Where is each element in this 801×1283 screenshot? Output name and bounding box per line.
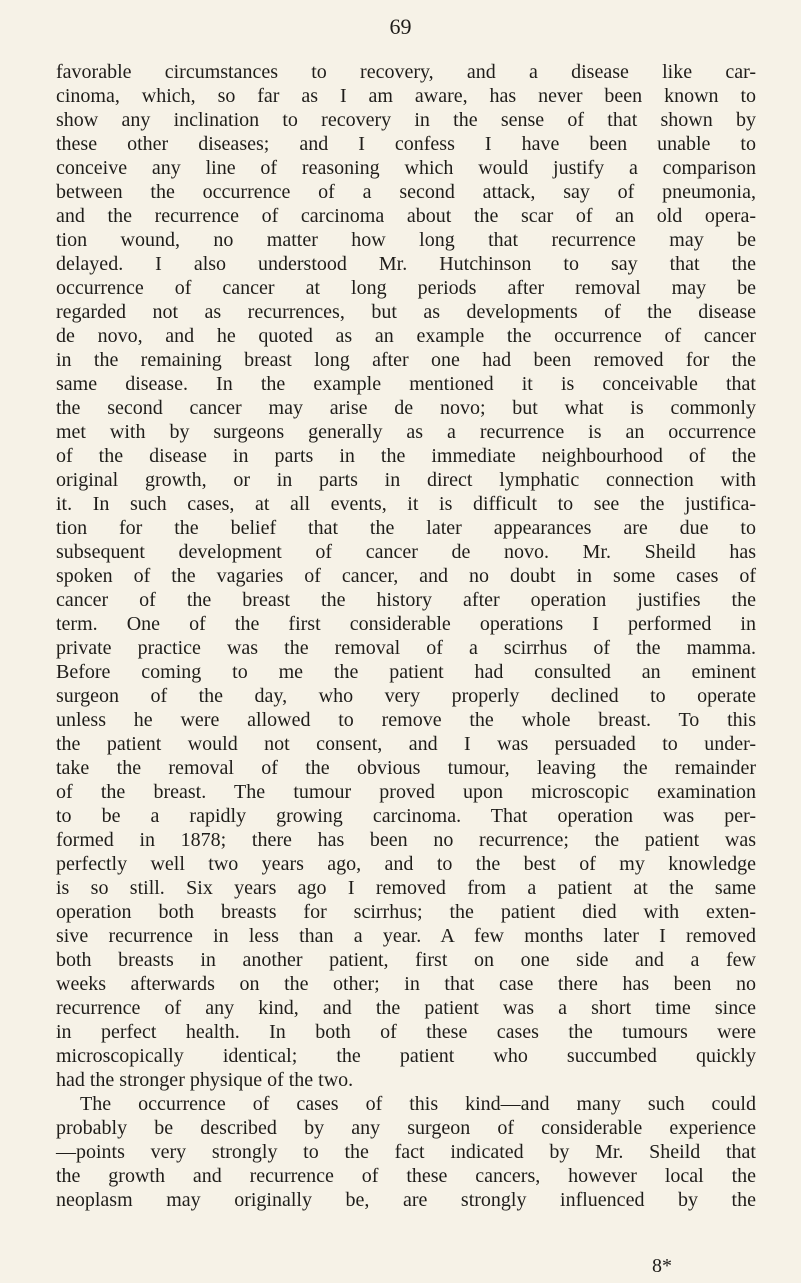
text-line: these other diseases; and I confess I have been unable to — [56, 133, 756, 155]
text-line: microscopically identical; the patient who succumbed quickly — [56, 1045, 756, 1067]
text-line: in the remaining breast long after one had been removed for the — [56, 349, 756, 371]
text-line: unless he were allowed to remove the whole breast. To this — [56, 709, 756, 731]
text-line: the second cancer may arise de novo; but what is commonly — [56, 397, 756, 419]
text-line: term. One of the first considerable operations I performed in — [56, 613, 756, 635]
text-line: show any inclination to recovery in the sense of that shown by — [56, 109, 756, 131]
text-line: spoken of the vagaries of cancer, and no doubt in some cases of — [56, 565, 756, 587]
text-line: private practice was the removal of a scirrhus of the mamma. — [56, 637, 756, 659]
text-line: neoplasm may originally be, are strongly influenced by the — [56, 1189, 756, 1211]
text-line: cinoma, which, so far as I am aware, has never been known to — [56, 85, 756, 107]
page-number: 69 — [389, 14, 412, 39]
text-line: sive recurrence in less than a year. A few months later I removed — [56, 925, 756, 947]
text-line: same disease. In the example mentioned it is conceivable that — [56, 373, 756, 395]
text-line: tion for the belief that the later appearances are due to — [56, 517, 756, 539]
text-line: regarded not as recurrences, but as developments of the disease — [56, 301, 756, 323]
text-line: the growth and recurrence of these cancers, however local the — [56, 1165, 756, 1187]
text-line: to be a rapidly growing carcinoma. That operation was per- — [56, 805, 756, 827]
text-line: is so still. Six years ago I removed from a patient at the same — [56, 877, 756, 899]
text-line: weeks afterwards on the other; in that case there has been no — [56, 973, 756, 995]
text-line: and the recurrence of carcinoma about the scar of an old opera- — [56, 205, 756, 227]
signature-mark: 8* — [652, 1255, 672, 1277]
text-line: Before coming to me the patient had consulted an eminent — [56, 661, 756, 683]
text-line: occurrence of cancer at long periods after removal may be — [56, 277, 756, 299]
text-line: the patient would not consent, and I was persuaded to under- — [56, 733, 756, 755]
text-line: original growth, or in parts in direct lymphatic connection with — [56, 469, 756, 491]
text-line: perfectly well two years ago, and to the best of my knowledge — [56, 853, 756, 875]
text-line: it. In such cases, at all events, it is difficult to see the justifica- — [56, 493, 756, 515]
text-line: favorable circumstances to recovery, and a disease like car- — [56, 61, 756, 83]
text-line: —points very strongly to the fact indicated by Mr. Sheild that — [56, 1141, 756, 1163]
text-line: both breasts in another patient, first on one side and a few — [56, 949, 756, 971]
text-line: formed in 1878; there has been no recurrence; the patient was — [56, 829, 756, 851]
text-line: subsequent development of cancer de novo. Mr. Sheild has — [56, 541, 756, 563]
text-line: cancer of the breast the history after operation justifies the — [56, 589, 756, 611]
text-line: de novo, and he quoted as an example the occurrence of cancer — [56, 325, 756, 347]
text-line: probably be described by any surgeon of considerable experience — [56, 1117, 756, 1139]
text-line: conceive any line of reasoning which would justify a comparison — [56, 157, 756, 179]
text-line: in perfect health. In both of these cases the tumours were — [56, 1021, 756, 1043]
text-line: surgeon of the day, who very properly declined to operate — [56, 685, 756, 707]
text-line: recurrence of any kind, and the patient was a short time since — [56, 997, 756, 1019]
body-text — [56, 60, 756, 1212]
text-line: of the breast. The tumour proved upon microscopic examination — [56, 781, 756, 803]
text-line: delayed. I also understood Mr. Hutchinson to say that the — [56, 253, 756, 275]
text-line: tion wound, no matter how long that recurrence may be — [56, 229, 756, 251]
text-line: take the removal of the obvious tumour, leaving the remainder — [56, 757, 756, 779]
text-line: The occurrence of cases of this kind—and many such could — [80, 1093, 756, 1115]
text-line: met with by surgeons generally as a recurrence is an occurrence — [56, 421, 756, 443]
text-line: of the disease in parts in the immediate neighbourhood of the — [56, 445, 756, 467]
text-line: operation both breasts for scirrhus; the patient died with exten- — [56, 901, 756, 923]
text-line: between the occurrence of a second attack, say of pneumonia, — [56, 181, 756, 203]
text-line: had the stronger physique of the two. — [56, 1069, 354, 1091]
